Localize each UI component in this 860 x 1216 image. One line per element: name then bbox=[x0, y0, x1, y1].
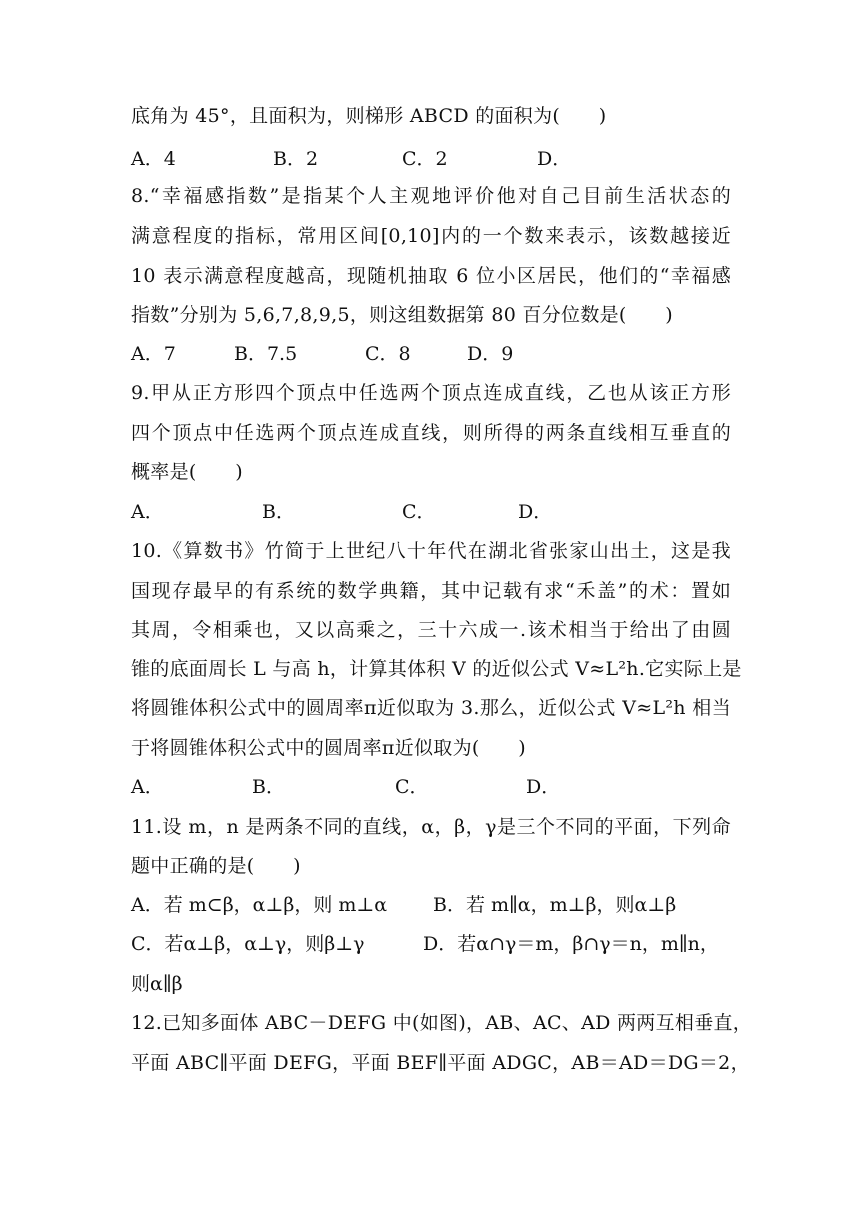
q8-line: 8.“幸福感指数”是指某个人主观地评价他对自己目前生活状态的 bbox=[131, 185, 731, 207]
q11-option-a: A．若 m⊂β，α⊥β，则 m⊥α bbox=[131, 894, 388, 916]
q10-line: 于将圆锥体积公式中的圆周率π近似取为( ) bbox=[131, 737, 526, 759]
q11-option-d: D．若α∩γ＝m，β∩γ＝n，m∥n， bbox=[423, 933, 719, 955]
q7-option-c: C．2 bbox=[402, 148, 448, 170]
q8-option-d: D．9 bbox=[467, 343, 514, 365]
q8-line: 满意程度的指标，常用区间[0,10]内的一个数来表示，该数越接近 bbox=[131, 225, 731, 247]
q9-option-c: C． bbox=[402, 501, 436, 523]
q7-option-b: B．2 bbox=[273, 148, 319, 170]
q9-option-b: B． bbox=[262, 501, 295, 523]
q11-line: 11.设 m，n 是两条不同的直线，α，β，γ是三个不同的平面，下列命 bbox=[131, 816, 731, 838]
q8-option-a: A．7 bbox=[131, 343, 176, 365]
q9-line: 四个顶点中任选两个顶点连成直线，则所得的两条直线相互垂直的 bbox=[131, 422, 731, 444]
q10-line: 将圆锥体积公式中的圆周率π近似取为 3.那么，近似公式 V≈L²h 相当 bbox=[131, 697, 731, 719]
q7-stem: 底角为 45°，且面积为，则梯形 ABCD 的面积为( ) bbox=[131, 105, 607, 127]
q8-option-b: B．7.5 bbox=[234, 343, 298, 365]
q10-line: 锥的底面周长 L 与高 h，计算其体积 V 的近似公式 V≈L²h.它实际上是 bbox=[131, 658, 742, 680]
q8-line: 10 表示满意程度越高，现随机抽取 6 位小区居民，他们的“幸福感 bbox=[131, 265, 731, 287]
q8-option-c: C．8 bbox=[365, 343, 411, 365]
q11-option-d-continued: 则α∥β bbox=[131, 973, 183, 995]
q9-option-d: D． bbox=[518, 501, 553, 523]
q10-line: 10.《算数书》竹简于上世纪八十年代在湖北省张家山出土，这是我 bbox=[131, 540, 731, 562]
q10-option-b: B． bbox=[252, 776, 285, 798]
q11-option-c: C．若α⊥β，α⊥γ，则β⊥γ bbox=[131, 933, 365, 955]
q10-option-a: A． bbox=[131, 776, 164, 798]
q7-option-d: D． bbox=[537, 148, 572, 170]
q11-line: 题中正确的是( ) bbox=[131, 855, 301, 877]
q8-line: 指数”分别为 5,6,7,8,9,5，则这组数据第 80 百分位数是( ) bbox=[131, 304, 673, 326]
q10-line: 其周，令相乘也，又以高乘之，三十六成一.该术相当于给出了由圆 bbox=[131, 619, 731, 641]
q7-option-a: A．4 bbox=[131, 148, 176, 170]
q9-line: 9.甲从正方形四个顶点中任选两个顶点连成直线，乙也从该正方形 bbox=[131, 382, 731, 404]
q10-option-d: D． bbox=[526, 776, 561, 798]
q10-option-c: C． bbox=[395, 776, 429, 798]
q9-option-a: A． bbox=[131, 501, 164, 523]
q11-option-b: B．若 m∥α，m⊥β，则α⊥β bbox=[433, 894, 677, 916]
q9-line: 概率是( ) bbox=[131, 461, 243, 483]
q12-line: 12.已知多面体 ABC－DEFG 中(如图)，AB、AC、AD 两两互相垂直， bbox=[131, 1012, 753, 1034]
q10-line: 国现存最早的有系统的数学典籍，其中记载有求“禾盖”的术：置如 bbox=[131, 580, 731, 602]
q12-line: 平面 ABC∥平面 DEFG，平面 BEF∥平面 ADGC，AB＝AD＝DG＝2， bbox=[131, 1052, 750, 1074]
